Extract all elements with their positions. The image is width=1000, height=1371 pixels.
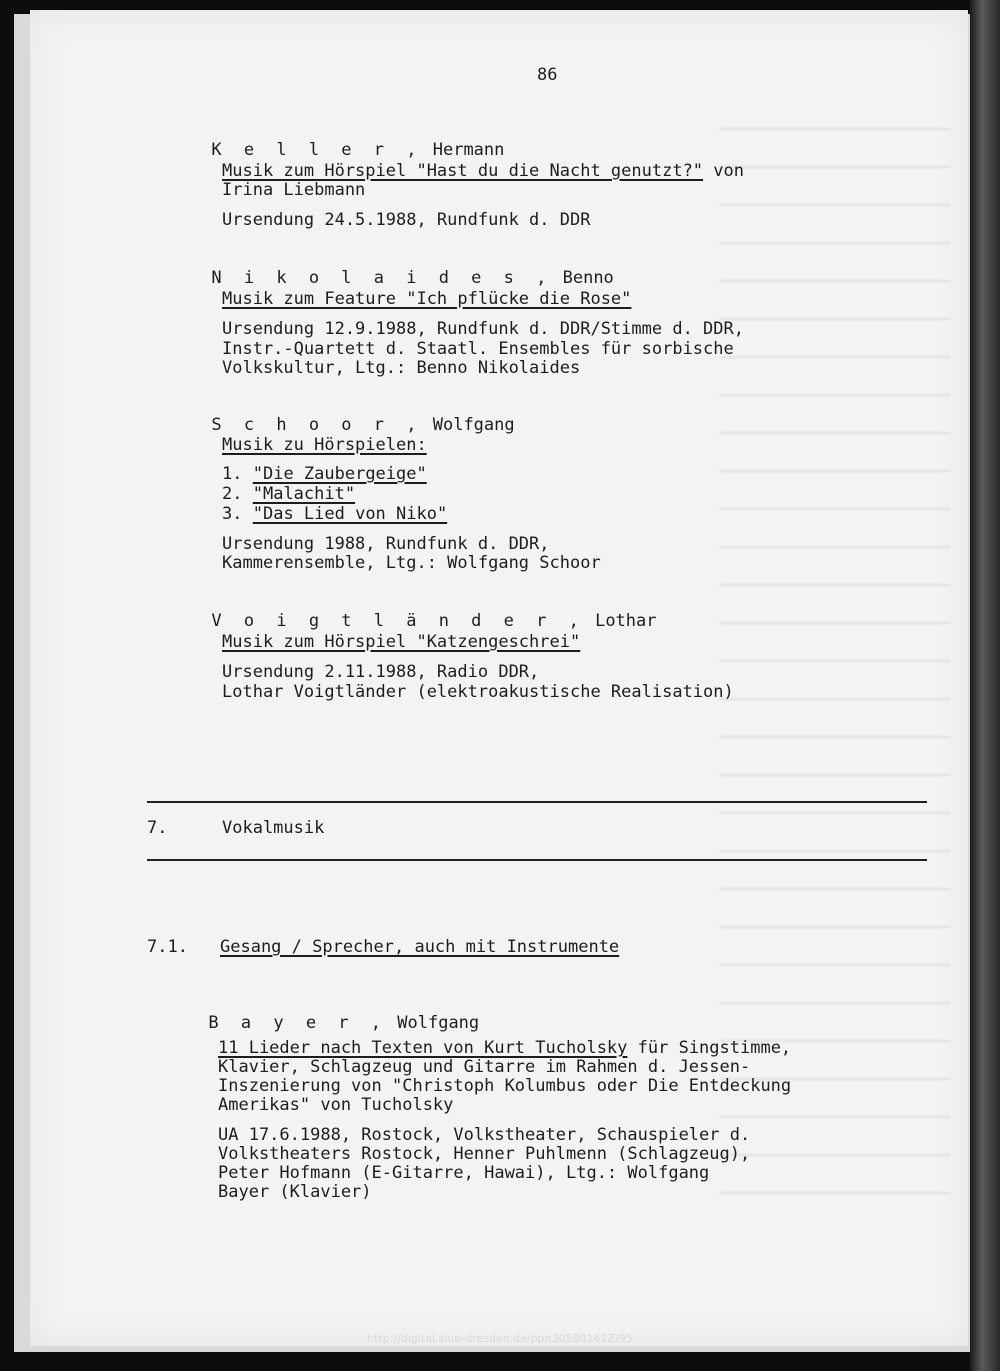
work-line: Amerikas" von Tucholsky <box>218 1095 454 1115</box>
section-rule-top <box>147 801 927 803</box>
work-suffix: für Singstimme, <box>627 1038 792 1058</box>
section-title: Vokalmusik <box>222 818 325 838</box>
firstname: Wolfgang <box>397 1013 480 1033</box>
detail-line: Ursendung 1988, Rundfunk d. DDR, <box>222 534 550 554</box>
firstname: Lothar <box>595 611 657 631</box>
work-line: Irina Liebmann <box>222 180 366 200</box>
detail-line: Ursendung 2.11.1988, Radio DDR, <box>222 662 540 682</box>
work-title: 11 Lieder nach Texten von Kurt Tucholsky <box>218 1038 628 1058</box>
detail-line: Volkstheaters Rostock, Henner Puhlmenn (Schlagzeug), <box>218 1144 751 1164</box>
firstname: Hermann <box>432 140 505 160</box>
list-item <box>222 485 355 504</box>
detail-line: Bayer (Klavier) <box>218 1182 372 1202</box>
surname: N i k o l a i d e s , <box>211 268 553 288</box>
list-number: 1. <box>222 464 243 484</box>
detail-line: Instr.-Quartett d. Staatl. Ensembles für sorbische <box>222 339 734 359</box>
section-number: 7. <box>147 818 168 838</box>
detail-line: Lothar Voigtländer (elektroakustische Realisation) <box>222 682 734 702</box>
surname: K e l l e r , <box>211 140 423 160</box>
surname: V o i g t l ä n d e r , <box>211 611 585 631</box>
list-item <box>222 505 447 524</box>
work-title: Musik zum Hörspiel "Hast du die Nacht genutzt?" <box>222 161 704 181</box>
page-number: 86 <box>537 65 558 85</box>
work-line: Inszenierung von "Christoph Kolumbus oder Die Entdeckung <box>218 1076 792 1096</box>
work-title: Musik zum Feature "Ich pflücke die Rose" <box>222 289 632 309</box>
work-title-line <box>222 162 744 181</box>
surname: S c h o o r , <box>211 415 423 435</box>
detail-line: UA 17.6.1988, Rostock, Volkstheater, Schauspieler d. <box>218 1125 751 1145</box>
surname: B a y e r , <box>208 1013 388 1033</box>
firstname: Wolfgang <box>432 415 515 435</box>
detail-line: Ursendung 12.9.1988, Rundfunk d. DDR/Stimme d. DDR, <box>222 319 744 339</box>
subsection-title: Gesang / Sprecher, auch mit Instrumente <box>220 937 620 957</box>
work-line: Klavier, Schlagzeug und Gitarre im Rahmen d. Jessen- <box>218 1057 751 1077</box>
work-title: Musik zum Hörspiel "Katzengeschrei" <box>222 632 581 652</box>
firstname: Benno <box>562 268 614 288</box>
subsection-number: 7.1. <box>147 937 188 957</box>
detail-line: Volkskultur, Ltg.: Benno Nikolaides <box>222 358 581 378</box>
list-item <box>222 465 427 484</box>
list-title: "Das Lied von Niko" <box>252 504 448 524</box>
work-title: Musik zu Hörspielen: <box>222 435 427 455</box>
list-number: 2. <box>222 484 243 504</box>
list-title: "Malachit" <box>252 484 356 504</box>
work-suffix: von <box>703 161 744 181</box>
list-number: 3. <box>222 504 243 524</box>
detail-line: Kammerensemble, Ltg.: Wolfgang Schoor <box>222 553 601 573</box>
source-url: http://digital.slub-dresden.de/ppn30580162Z/95 <box>367 1332 633 1345</box>
list-title: "Die Zaubergeige" <box>252 464 427 484</box>
section-rule-bottom <box>147 859 927 861</box>
detail-line: Peter Hofmann (E-Gitarre, Hawai), Ltg.: Wolfgang <box>218 1163 710 1183</box>
work-title-line <box>218 1039 791 1058</box>
detail-line: Ursendung 24.5.1988, Rundfunk d. DDR <box>222 210 591 230</box>
